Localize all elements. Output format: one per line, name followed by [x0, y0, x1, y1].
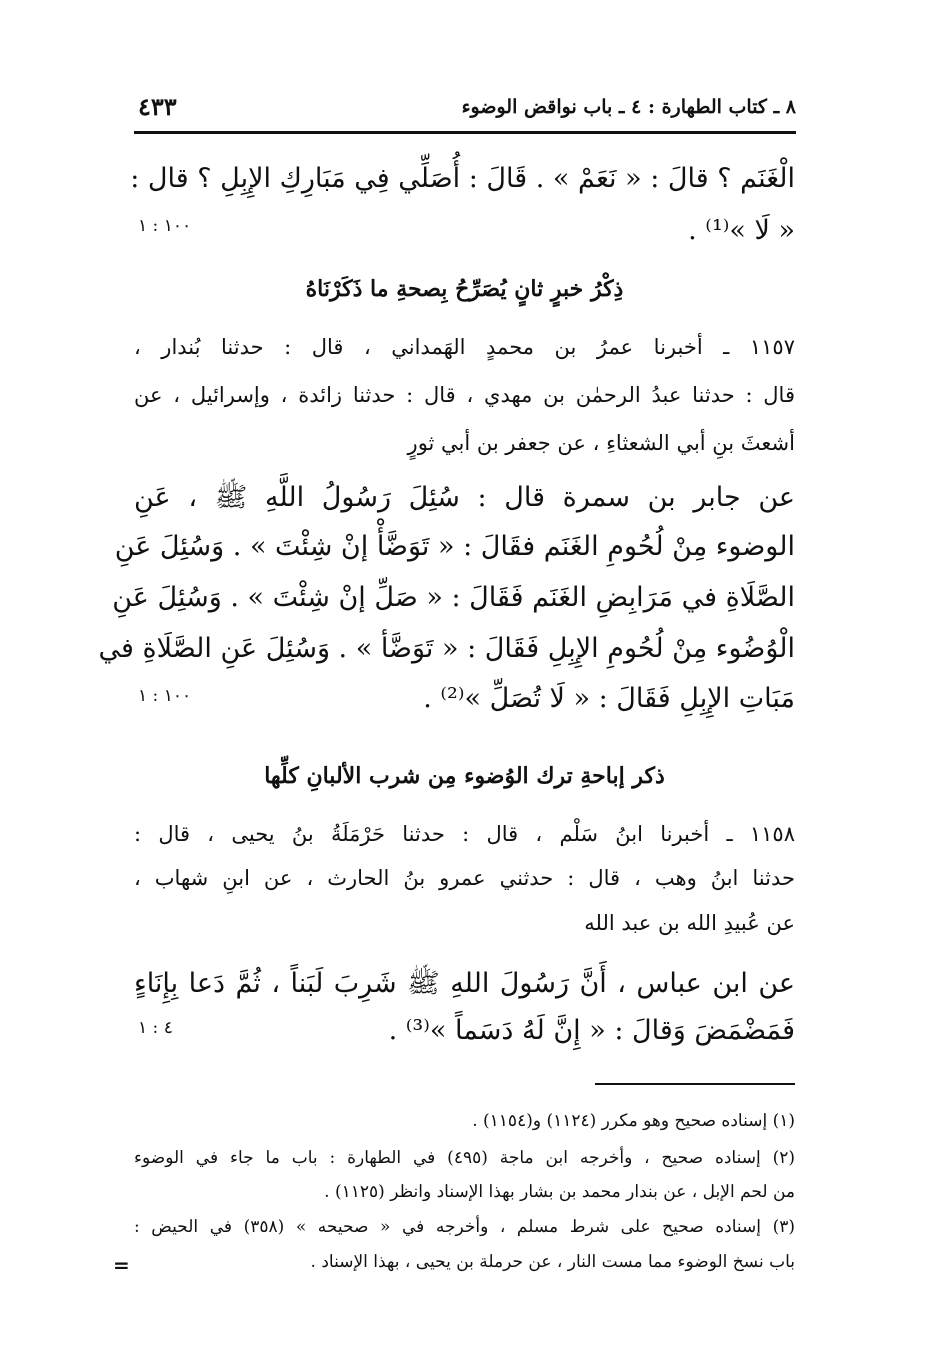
header-rule [134, 131, 796, 134]
reference-marker: ١٠٠ : ١ [138, 216, 192, 236]
section-heading: ذكر إباحةِ ترك الوُضوء مِن شرب الألبانِ كلِّها [264, 763, 665, 789]
continuation-mark: = [113, 1253, 130, 1277]
reference-marker: ١٠٠ : ١ [138, 686, 192, 706]
matn-line: الصَّلَاةِ في مَرَابِضِ الغَنَم فَقَالَ : « صَلِّ إنْ شِئْتَ » . وَسُئِلَ عَنِ [112, 582, 795, 613]
isnad-line: حدثنا ابنُ وهب ، قال : حدثني عمرو بنُ الحارث ، عن ابنِ شهاب ، [134, 866, 795, 890]
matn-line: عن ابن عباس ، أَنَّ رَسُولَ اللهِ ﷺ شَرِبَ لَبَناً ، ثُمَّ دَعا بِإِنَاءٍ [134, 968, 795, 999]
isnad-line: عن عُبيدِ الله بن عبد الله [584, 911, 795, 935]
text-line: الْغَنَم ؟ قالَ : « نَعَمْ » . قَالَ : أُصَلِّي فِي مَبَارِكِ الإِبِلِ ؟ قال : [130, 163, 795, 194]
chapter-running-title: ٨ ـ كتاب الطهارة : ٤ ـ باب نواقض الوضوء [461, 96, 796, 118]
footnote: (٢) إسناده صحيح ، وأخرجه ابن ماجة (٤٩٥) في الطهارة : باب ما جاء في الوضوء [134, 1148, 795, 1168]
matn-line: الوضوء مِنْ لُحُومِ الغَنَم فقَالَ : « تَوَضَّأْ إنْ شِئْتَ » . وَسُئِلَ عَنِ [114, 531, 795, 562]
reference-marker: ٤ : ١ [138, 1018, 173, 1038]
footnote: باب نسخ الوضوء مما مست النار ، عن حرملة بن يحيى ، بهذا الإسناد . [310, 1252, 795, 1272]
footnote: (٣) إسناده صحيح على شرط مسلم ، وأخرجه في « صحيحه » (٣٥٨) في الحيض : [134, 1217, 795, 1237]
section-heading: ذِكْرُ خبرٍ ثانٍ يُصَرِّحُ بِصحةِ ما ذَكَرْنَاهُ [305, 276, 624, 302]
isnad-line: أشعثَ بنِ أبي الشعثاءِ ، عن جعفر بن أبي ثورٍ [407, 431, 795, 455]
page-number: ٤٣٣ [138, 92, 177, 121]
footnote: من لحم الإبل ، عن بندار محمد بن بشار بهذا الإسناد وانظر (١١٢٥) . [324, 1182, 795, 1202]
matn-line: الْوُضُوء مِنْ لُحُومِ الإِبِلِ فَقَالَ : « تَوَضَّأ » . وَسُئِلَ عَنِ الصَّلَاةِ في [98, 633, 795, 664]
footnote-rule [595, 1083, 795, 1085]
footnote: (١) إسناده صحيح وهو مكرر (١١٢٤) و(١١٥٤) . [472, 1111, 795, 1131]
matn-line: عن جابر بن سمرة قال : سُئِلَ رَسُولُ اللَّهِ ﷺ ، عَنِ [134, 482, 795, 513]
matn-line: مَبَاتِ الإِبِلِ فَقَالَ : « لَا تُصَلِّ »⁽²⁾ . [423, 683, 795, 714]
matn-line: فَمَضْمَضَ وَقالَ : « إِنَّ لَهُ دَسَماً »⁽³⁾ . [388, 1015, 795, 1046]
isnad-line: قال : حدثنا عبدُ الرحمٰن بن مهدي ، قال : حدثنا زائدة ، وإسرائيل ، عن [134, 383, 795, 407]
isnad-line: ١١٥٨ ـ أخبرنا ابنُ سَلْم ، قال : حدثنا حَرْمَلَةُ بنُ يحيى ، قال : [134, 822, 795, 846]
text-line: « لَا »⁽¹⁾ . [688, 215, 795, 246]
isnad-line: ١١٥٧ ـ أخبرنا عمرُ بن محمدٍ الهَمداني ، قال : حدثنا بُندار ، [134, 335, 795, 359]
